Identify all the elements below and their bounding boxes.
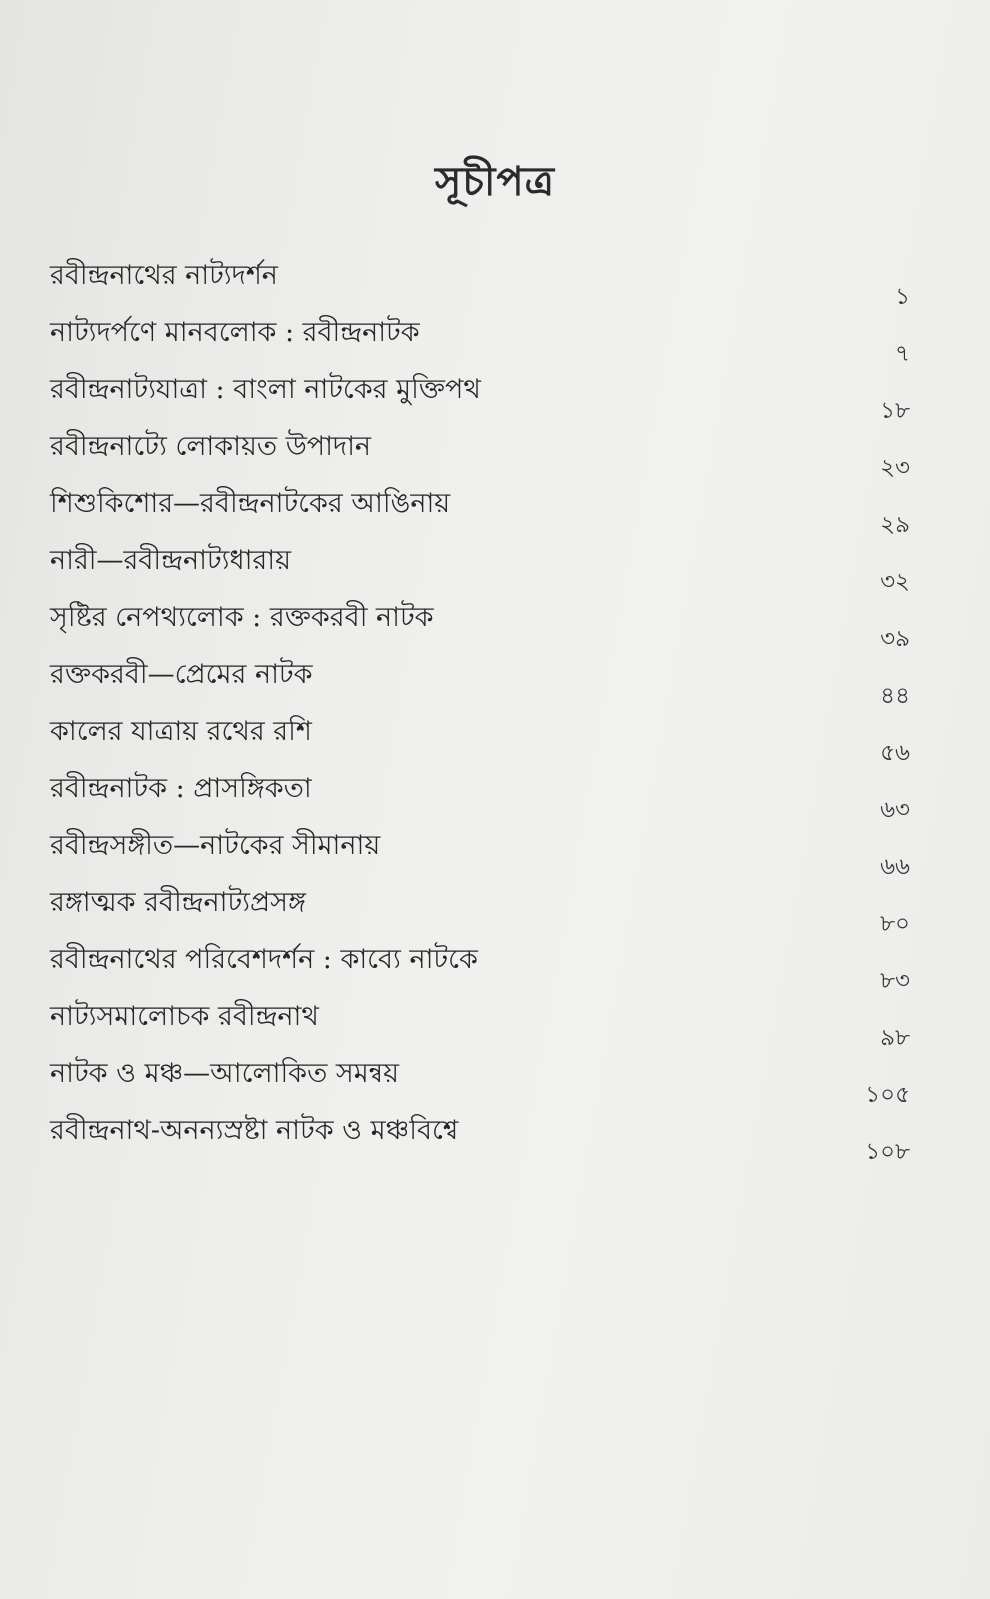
toc-entry-title: রবীন্দ্রনাট্যে লোকায়ত উপাদান (50, 431, 372, 462)
toc-entry-page-number: ৪৪ (880, 683, 910, 709)
toc-entry-page-number: ১০৮ (865, 1139, 910, 1165)
toc-entry (50, 372, 910, 429)
toc-entry-title: রবীন্দ্রনাটক : প্রাসঙ্গিকতা (50, 773, 312, 804)
toc-entry (50, 1056, 910, 1113)
toc-entry-page-number: ৬৩ (880, 797, 910, 823)
toc-entry (50, 258, 910, 315)
toc-entry-page-number: ২৯ (880, 512, 910, 538)
toc-entry-title: নারী—রবীন্দ্রনাট্যধারায় (50, 545, 291, 576)
toc-entry-title: রবীন্দ্রনাট্যযাত্রা : বাংলা নাটকের মুক্তিপথ (50, 374, 481, 405)
toc-entry-page-number: ১ (895, 284, 910, 310)
toc-entry-title: রবীন্দ্রনাথের পরিবেশদর্শন : কাব্যে নাটকে (50, 944, 478, 975)
page-title: সূচীপত্র (435, 158, 555, 205)
toc-entry-page-number: ৭ (895, 341, 910, 367)
toc-entry-title: কালের যাত্রায় রথের রশি (50, 716, 312, 747)
toc-entry-page-number: ৮৩ (880, 968, 910, 994)
toc-entry-page-number: ৯৮ (880, 1025, 910, 1051)
toc-entry-page-number: ৮০ (880, 911, 910, 937)
toc-entry-title: নাট্যদর্পণে মানবলোক : রবীন্দ্রনাটক (50, 317, 420, 348)
toc-entry (50, 600, 910, 657)
toc-entry-page-number: ২৩ (880, 455, 910, 481)
toc-entry-title: রবীন্দ্রনাথ-অনন্যস্রষ্টা নাটক ও মঞ্চবিশ্বে (50, 1115, 459, 1146)
toc-entry (50, 657, 910, 714)
toc-entry-title: নাটক ও মঞ্চ—আলোকিত সমন্বয় (50, 1058, 399, 1089)
toc-entry (50, 1113, 910, 1170)
toc-entry (50, 885, 910, 942)
toc-entry-page-number: ১০৫ (865, 1082, 910, 1108)
toc-entry (50, 486, 910, 543)
toc-entry (50, 714, 910, 771)
toc-entry-title: নাট্যসমালোচক রবীন্দ্রনাথ (50, 1001, 319, 1032)
toc-entry-page-number: ১৮ (880, 398, 910, 424)
toc-entry-title: শিশুকিশোর—রবীন্দ্রনাটকের আঙিনায় (50, 488, 451, 519)
toc-entry-page-number: ৩৯ (880, 626, 910, 652)
toc-entry (50, 543, 910, 600)
toc-entry-title: রবীন্দ্রসঙ্গীত—নাটকের সীমানায় (50, 830, 381, 861)
toc-entry (50, 315, 910, 372)
toc-entry-page-number: ৫৬ (880, 740, 910, 766)
toc-entry (50, 999, 910, 1056)
toc-entry (50, 771, 910, 828)
toc-entry-title: রবীন্দ্রনাথের নাট্যদর্শন (50, 260, 278, 291)
toc-entry (50, 828, 910, 885)
toc-entry (50, 942, 910, 999)
table-of-contents (50, 258, 910, 1170)
toc-entry-title: রক্তকরবী—প্রেমের নাটক (50, 659, 313, 690)
toc-entry-page-number: ৩২ (880, 569, 910, 595)
toc-entry-page-number: ৬৬ (880, 854, 910, 880)
toc-entry-title: রঙ্গাত্মক রবীন্দ্রনাট্যপ্রসঙ্গ (50, 887, 306, 918)
toc-entry (50, 429, 910, 486)
toc-entry-title: সৃষ্টির নেপথ্যলোক : রক্তকরবী নাটক (50, 602, 434, 633)
